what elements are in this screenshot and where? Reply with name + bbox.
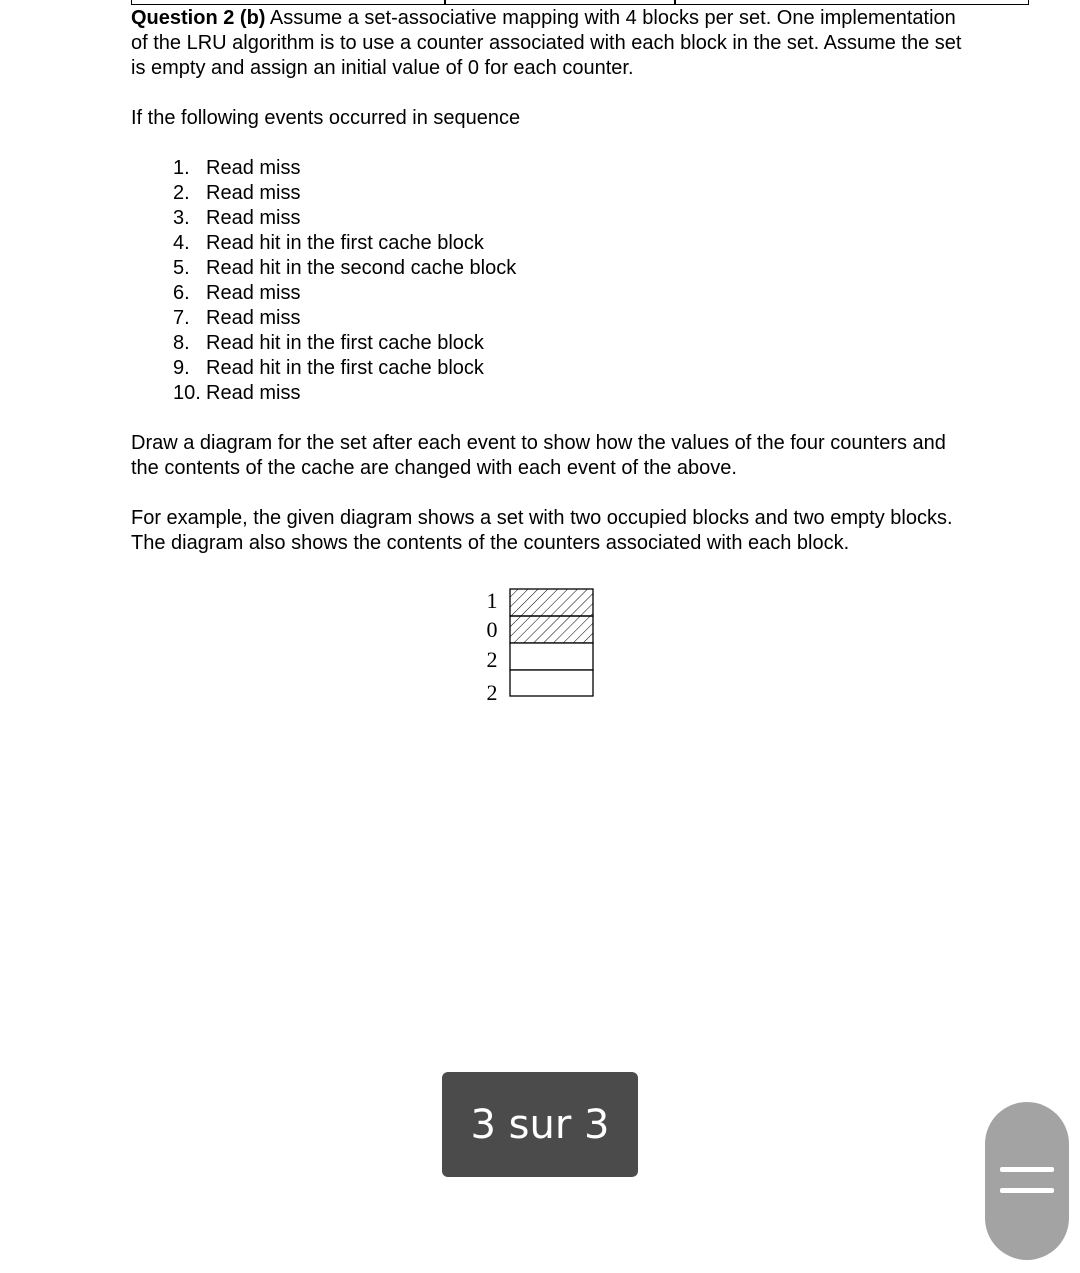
list-item: 10. Read miss — [173, 382, 301, 404]
empty-cache-block — [510, 643, 593, 670]
table-bottom-edge — [131, 0, 1029, 5]
empty-cache-block — [510, 670, 593, 696]
list-item: 4. Read hit in the first cache block — [173, 232, 484, 254]
counter-value: 2 — [486, 647, 498, 672]
counter-value: 0 — [486, 617, 498, 642]
list-item: 9. Read hit in the first cache block — [173, 357, 484, 379]
hamburger-menu-icon — [1000, 1167, 1054, 1172]
hamburger-menu-icon-bar — [1000, 1188, 1054, 1193]
list-item: 5. Read hit in the second cache block — [173, 257, 517, 279]
occupied-cache-block — [510, 616, 593, 643]
counter-value: 1 — [486, 588, 498, 613]
events-lead-in: If the following events occurred in sequence — [131, 107, 521, 129]
list-item: 1. Read miss — [173, 157, 301, 179]
instruction-text: Draw a diagram for the set after each event to show how the values of the four counters and the contents of the cache are changed with each event of the above. — [131, 432, 946, 479]
events-list — [131, 156, 971, 406]
list-item: 3. Read miss — [173, 207, 301, 229]
page-indicator-text: 3 sur 3 — [470, 1101, 610, 1148]
menu-button[interactable] — [985, 1102, 1069, 1260]
table-divider — [674, 0, 676, 5]
example-set-diagram — [480, 588, 600, 705]
table-divider — [444, 0, 446, 5]
example-text: For example, the given diagram shows a set with two occupied blocks and two empty blocks. The diagram also shows the contents of the counters associated with each block. — [131, 507, 953, 554]
counter-value: 2 — [486, 680, 498, 705]
page-indicator — [442, 1072, 638, 1177]
list-item: 8. Read hit in the first cache block — [173, 332, 484, 354]
question-content — [131, 6, 971, 556]
list-item: 2. Read miss — [173, 182, 301, 204]
occupied-cache-block — [510, 589, 593, 616]
cache-blocks — [509, 588, 597, 700]
question-intro — [131, 6, 971, 81]
list-item: 7. Read miss — [173, 307, 301, 329]
list-item: 6. Read miss — [173, 282, 301, 304]
question-intro-text: Assume a set-associative mapping with 4 blocks per set. One implementation of the LRU algorithm is to use a counter associated with each block in the set. Assume the set is empty and assign an initial value of 0 for each counter. — [131, 7, 962, 79]
question-label: Question 2 (b) — [131, 7, 266, 29]
